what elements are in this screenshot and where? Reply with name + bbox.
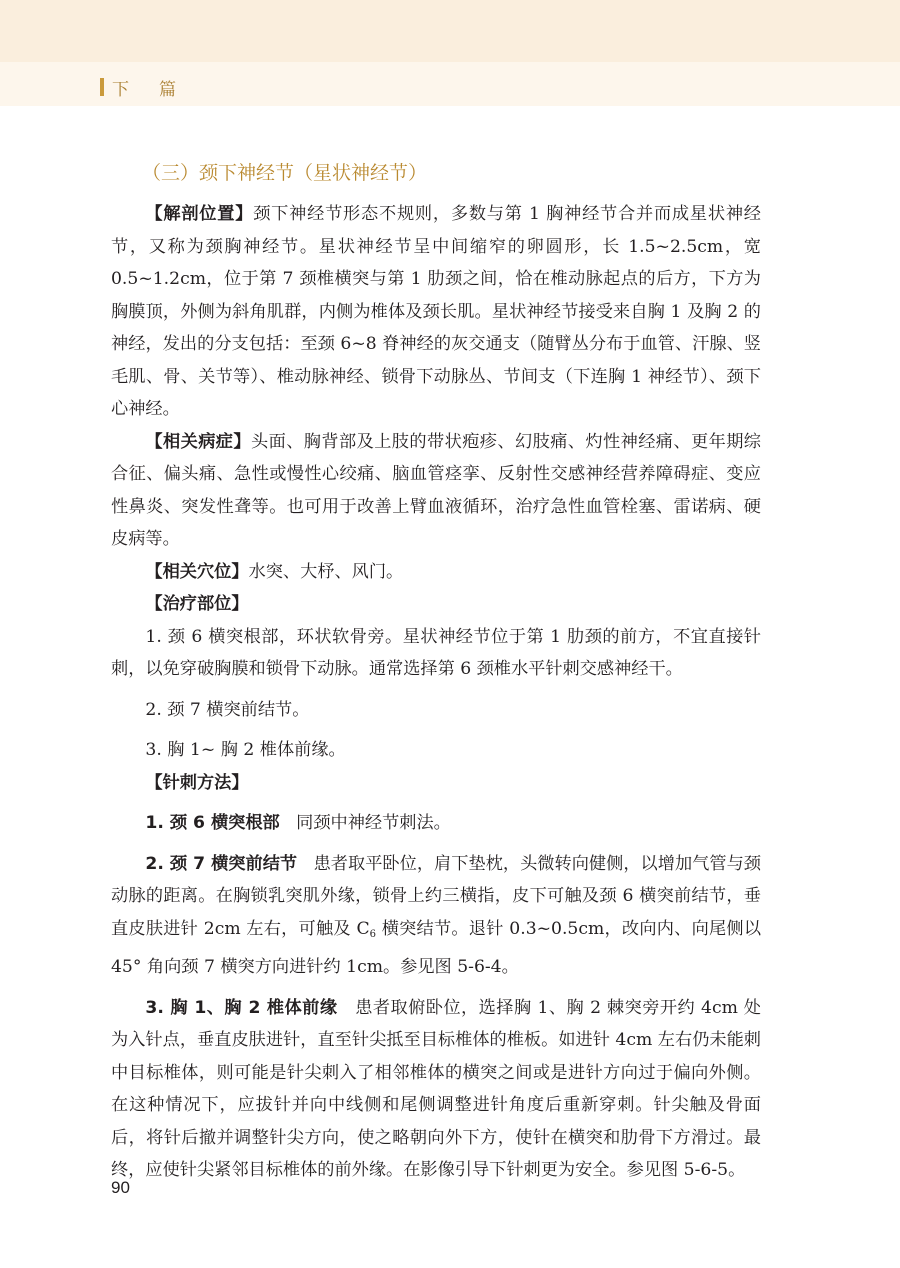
method-2-text-b: 横突结节。退针 0.3~0.5cm，改向内、向尾侧以 45° 角向颈 7 横突方向进针约 1cm。参见图 5-6-4。 <box>111 918 762 977</box>
method-1-paragraph <box>111 807 761 840</box>
treatment-heading <box>111 588 761 621</box>
treatment-label: 【治疗部位】 <box>145 594 249 614</box>
method-3-paragraph <box>111 992 761 1187</box>
section-title: （三）颈下神经节（星状神经节） <box>142 162 428 184</box>
acupoints-label: 【相关穴位】 <box>145 561 249 582</box>
method-1-title: 1. 颈 6 横突根部 <box>145 813 280 833</box>
disease-text: 头面、胸背部及上肢的带状疱疹、幻肢痛、灼性神经痛、更年期综合征、偏头痛、急性或慢性心绞痛、脑血管痉挛、反射性交感神经营养障碍症、变应性鼻炎、突发性聋等。也可用于改善上臂血液循环，治疗急性血管栓塞、雷诺病、硬皮病等。 <box>111 431 761 549</box>
top-decorative-band <box>0 0 900 62</box>
treatment-item-2: 2. 颈 7 横突前结节。 <box>145 699 310 720</box>
page-number: 90 <box>111 1178 130 1197</box>
anatomy-text: 颈下神经节形态不规则，多数与第 1 胸神经节合并而成星状神经节，又称为颈胸神经节。星状神经节呈中间缩窄的卵圆形，长 1.5~2.5cm，宽 0.5~1.2cm，位于第 7 颈椎横突与第 1 肋颈之间，恰在椎动脉起点的后方，下方为胸膜顶，外侧为斜角肌群，内侧为椎体及颈长肌。星状神经节接受来自胸 1 及胸 2 的神经，发出的分支包括：至颈 6~8 脊神经的灰交通支（随臂丛分布于血管、汗腺、竖毛肌、骨、关节等）、椎动脉神经、锁骨下动脉丛、节间支（下连胸 1 神经节）、颈下心神经。 <box>111 204 761 419</box>
method-2-paragraph <box>111 848 761 984</box>
running-header-part: 下篇 <box>112 80 206 100</box>
method-label: 【针刺方法】 <box>145 772 249 793</box>
method-1-text: 同颈中神经节刺法。 <box>296 813 451 833</box>
acupoints-paragraph <box>111 556 761 589</box>
body-text <box>111 198 761 1187</box>
method-3-title: 3. 胸 1、胸 2 椎体前缘 <box>145 997 338 1018</box>
method-2-subscript: 6 <box>369 928 377 940</box>
method-heading <box>111 767 761 800</box>
method-3-text: 患者取俯卧位，选择胸 1、胸 2 棘突旁开约 4cm 处为入针点，垂直皮肤进针，直至针尖抵至目标椎体的椎板。如进针 4cm 左右仍未能刺中目标椎体，则可能是针尖刺入了相邻椎体的横突之间或是进针方向过于偏向外侧。在这种情况下，应拔针并向中线侧和尾侧调整进针角度后重新穿刺。针尖触及骨面后，将针后撤并调整针尖方向，使之略朝向外下方，使针在横突和肋骨下方滑过。最终，应使针尖紧邻目标椎体的前外缘。在影像引导下针刺更为安全。参见图 5-6-5。 <box>111 997 761 1180</box>
acupoints-text: 水突、大杼、风门。 <box>248 561 404 582</box>
disease-paragraph <box>111 426 761 556</box>
treatment-item-3: 3. 胸 1~ 胸 2 椎体前缘。 <box>145 740 346 760</box>
method-2-title: 2. 颈 7 横突前结节 <box>145 853 298 874</box>
anatomy-paragraph <box>111 198 761 426</box>
disease-label: 【相关病症】 <box>145 431 251 452</box>
treatment-item-1: 1. 颈 6 横突根部，环状软骨旁。星状神经节位于第 1 肋颈的前方，不宜直接针刺，以免穿破胸膜和锁骨下动脉。通常选择第 6 颈椎水平针刺交感神经干。 <box>111 626 761 679</box>
method-2-text-a: 患者取平卧位，肩下垫枕，头微转向健侧，以增加气管与颈动脉的距离。在胸锁乳突肌外缘，锁骨上约三横指，皮下可触及颈 6 横突前结节，垂直皮肤进针 2cm 左右，可触及 C <box>111 853 761 939</box>
header-marker-bar <box>100 78 104 96</box>
anatomy-label: 【解剖位置】 <box>145 204 254 224</box>
